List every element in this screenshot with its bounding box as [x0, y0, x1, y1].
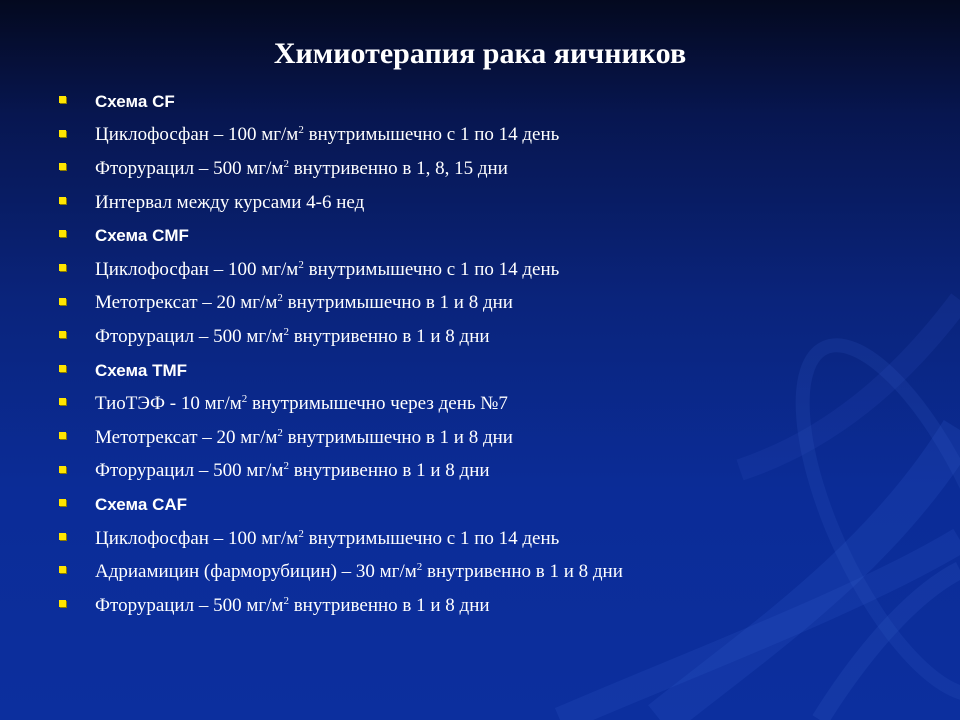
- yellow-square-bullet-icon: [59, 365, 66, 372]
- superscript: 2: [277, 426, 283, 439]
- yellow-square-bullet-icon: [59, 163, 66, 170]
- yellow-square-bullet-icon: [59, 600, 66, 607]
- bullet-text: [95, 595, 490, 617]
- yellow-square-bullet-icon: [59, 432, 66, 439]
- yellow-square-bullet-icon: [59, 230, 66, 237]
- superscript: 2: [298, 258, 304, 271]
- yellow-square-bullet-icon: [59, 264, 66, 271]
- bullet-text-rest: внутривенно в 1 и 8 дни: [288, 325, 490, 347]
- superscript: 2: [298, 527, 304, 540]
- bullet-text-main: ТиоТЭФ - 10 мг/м: [95, 393, 242, 415]
- bullet-text-main: Фторурацил – 500 мг/м: [95, 594, 284, 616]
- superscript: 2: [283, 325, 289, 338]
- yellow-square-bullet-icon: [59, 331, 66, 338]
- yellow-square-bullet-icon: [59, 130, 66, 137]
- scheme-heading-item: [58, 85, 938, 119]
- bullet-text: [95, 124, 559, 146]
- superscript: 2: [277, 292, 283, 305]
- bullet-text: [95, 192, 364, 214]
- superscript: 2: [298, 124, 304, 137]
- bullet-text-rest: внутривенно в 1 и 8 дни: [288, 594, 490, 616]
- bullet-text: [95, 561, 623, 583]
- bullet-text-rest: внутримышечно в 1 и 8 дни: [282, 292, 513, 314]
- bullet-text-rest: внутривенно в 1 и 8 дни: [288, 460, 490, 482]
- bullet-text-main: Циклофосфан – 100 мг/м: [95, 124, 299, 146]
- bullet-text-rest: внутримышечно с 1 по 14 день: [303, 124, 560, 146]
- bullet-text: [95, 393, 508, 415]
- scheme-heading-item: [58, 219, 938, 253]
- bullet-text-main: Фторурацил – 500 мг/м: [95, 460, 284, 482]
- bullet-text: [95, 427, 513, 449]
- bullet-text: [95, 326, 490, 348]
- yellow-square-bullet-icon: [59, 566, 66, 573]
- bullet-item: [58, 522, 938, 556]
- bullet-item: [58, 287, 938, 321]
- yellow-square-bullet-icon: [59, 499, 66, 506]
- bullet-text: [95, 460, 490, 482]
- bullet-item: [58, 186, 938, 220]
- bullet-text-main: Фторурацил – 500 мг/м: [95, 325, 284, 347]
- scheme-heading-item: [58, 488, 938, 522]
- yellow-square-bullet-icon: [59, 398, 66, 405]
- superscript: 2: [416, 561, 423, 574]
- bullet-text-main: Фторурацил – 500 мг/м: [95, 157, 284, 179]
- bullet-text-main: Метотрексат – 20 мг/м: [95, 292, 278, 314]
- bullet-text: [95, 361, 187, 381]
- bullet-text: [95, 495, 187, 515]
- bullet-text-rest: внутримышечно с 1 по 14 день: [303, 527, 560, 549]
- bullet-text-main: Схема CMF: [95, 226, 189, 246]
- bullet-text: [95, 528, 559, 550]
- bullet-text-rest: внутримышечно с 1 по 14 день: [303, 258, 560, 280]
- bullet-text-main: Схема CF: [95, 91, 175, 111]
- superscript: 2: [283, 594, 289, 607]
- bullet-text: [95, 292, 513, 314]
- bullet-item: [58, 555, 938, 589]
- bullet-item: [58, 253, 938, 287]
- bullet-text-main: Адриамицин (фарморубицин) – 30 мг/м: [95, 561, 417, 583]
- superscript: 2: [241, 393, 248, 406]
- bullet-text-rest: внутримышечно в 1 и 8 дни: [282, 426, 513, 448]
- scheme-heading-item: [58, 354, 938, 388]
- bullet-item: [58, 320, 938, 354]
- bullet-text-rest: внутривенно в 1, 8, 15 дни: [288, 157, 508, 179]
- yellow-square-bullet-icon: [59, 533, 66, 540]
- bullet-text-main: Схема CAF: [95, 494, 188, 514]
- bullet-list: [58, 85, 938, 623]
- bullet-item: [58, 421, 938, 455]
- bullet-text: [95, 92, 175, 112]
- yellow-square-bullet-icon: [59, 466, 66, 473]
- bullet-item: [58, 152, 938, 186]
- bullet-item: [58, 119, 938, 153]
- bullet-text-main: Циклофосфан – 100 мг/м: [95, 527, 299, 549]
- bullet-text: [95, 226, 189, 246]
- bullet-item: [58, 387, 938, 421]
- bullet-item: [58, 589, 938, 623]
- yellow-square-bullet-icon: [59, 298, 66, 305]
- bullet-text: [95, 158, 508, 180]
- bullet-item: [58, 455, 938, 489]
- bullet-text: [95, 259, 559, 281]
- bullet-text-rest: внутривенно в 1 и 8 дни: [422, 561, 623, 583]
- bullet-text-main: Циклофосфан – 100 мг/м: [95, 258, 299, 280]
- superscript: 2: [283, 460, 289, 473]
- bullet-text-rest: внутримышечно через день №7: [247, 393, 508, 415]
- yellow-square-bullet-icon: [59, 96, 66, 103]
- bullet-text-main: Схема TMF: [95, 360, 187, 380]
- bullet-text-main: Метотрексат – 20 мг/м: [95, 426, 278, 448]
- yellow-square-bullet-icon: [59, 197, 66, 204]
- bullet-text-main: Интервал между курсами 4-6 нед: [95, 191, 365, 213]
- superscript: 2: [283, 157, 289, 170]
- slide-title: Химиотерапия рака яичников: [273, 37, 687, 70]
